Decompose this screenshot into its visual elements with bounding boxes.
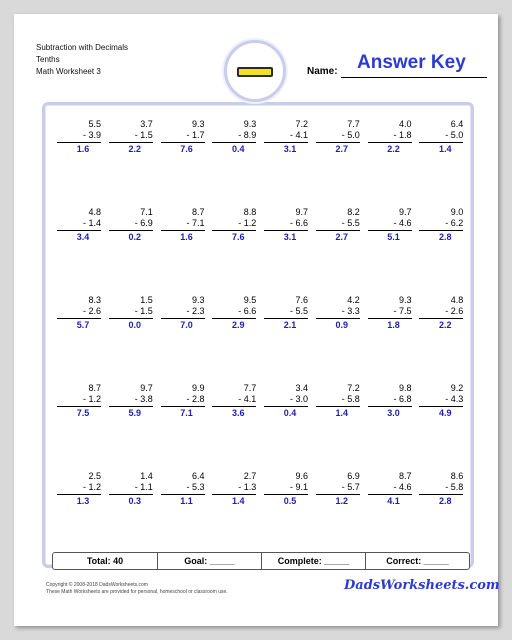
subtrahend: - 6.8 <box>368 394 412 407</box>
subtrahend: - 1.1 <box>109 482 153 495</box>
problem <box>212 295 256 383</box>
score-bar <box>52 552 470 570</box>
minuend: 9.5 <box>243 295 257 305</box>
answer: 2.2 <box>128 144 141 154</box>
subtrahend: - 4.6 <box>368 482 412 495</box>
minuend: 9.7 <box>398 207 412 217</box>
correct-field: Correct: _____ <box>365 553 469 569</box>
answer: 0.0 <box>128 320 141 330</box>
minuend: 2.7 <box>243 471 257 481</box>
minuend: 8.7 <box>88 383 101 393</box>
subtrahend: - 3.0 <box>264 394 308 407</box>
problem <box>109 471 153 559</box>
minuend: 1.5 <box>140 295 153 305</box>
subtrahend: - 6.6 <box>264 218 308 231</box>
minuend: 8.7 <box>191 207 205 217</box>
answer: 3.1 <box>283 144 297 154</box>
worksheet-number: Math Worksheet 3 <box>36 67 101 76</box>
subtrahend: - 1.7 <box>161 130 205 143</box>
problem <box>264 383 308 471</box>
subtrahend: - 1.3 <box>212 482 256 495</box>
minuend: 8.8 <box>243 207 257 217</box>
answer: 7.5 <box>76 408 90 418</box>
minuend: 6.4 <box>450 119 464 129</box>
answer: 7.6 <box>180 144 193 154</box>
subtrahend: - 2.3 <box>161 306 205 319</box>
answer: 2.2 <box>438 320 452 330</box>
problem <box>264 207 308 295</box>
problem <box>161 295 205 383</box>
answer: 0.3 <box>128 496 141 506</box>
subtrahend: - 1.5 <box>109 130 153 143</box>
subtrahend: - 5.8 <box>419 482 463 495</box>
answer: 3.1 <box>283 232 297 242</box>
problems-frame <box>42 102 474 568</box>
worksheet-page <box>14 14 498 626</box>
worksheet-title: Subtraction with Decimals <box>36 43 129 52</box>
subtrahend: - 5.0 <box>419 130 463 143</box>
minuend: 7.1 <box>140 207 153 217</box>
minuend: 6.9 <box>347 471 360 481</box>
subtrahend: - 2.6 <box>419 306 463 319</box>
problem <box>57 383 101 471</box>
ruler-bar-icon <box>237 67 273 77</box>
answer: 0.9 <box>335 320 348 330</box>
subtrahend: - 3.9 <box>57 130 101 143</box>
problem <box>109 119 153 207</box>
subtrahend: - 1.2 <box>212 218 256 231</box>
answer: 4.1 <box>387 496 400 506</box>
answer: 1.8 <box>387 320 400 330</box>
total-count: Total: 40 <box>86 556 124 566</box>
answer: 2.1 <box>283 320 297 330</box>
minuend: 9.6 <box>295 471 308 481</box>
minuend: 9.3 <box>191 119 205 129</box>
answer: 1.4 <box>231 496 245 506</box>
subtrahend: - 7.5 <box>368 306 412 319</box>
problem <box>316 119 360 207</box>
subtrahend: - 5.5 <box>316 218 360 231</box>
usage-line: These Math Worksheets are provided for personal, homeschool or classroom use. <box>46 589 228 595</box>
subtrahend: - 2.6 <box>57 306 101 319</box>
problem <box>57 295 101 383</box>
answer: 1.4 <box>438 144 452 154</box>
problem <box>109 295 153 383</box>
name-label: Name: <box>307 66 338 77</box>
minuend: 1.4 <box>140 471 153 481</box>
problem <box>368 471 412 559</box>
worksheet-header <box>36 42 128 78</box>
problem <box>368 207 412 295</box>
problem <box>161 207 205 295</box>
problem <box>368 295 412 383</box>
answer: 0.2 <box>128 232 141 242</box>
answer: 5.1 <box>387 232 400 242</box>
problem <box>368 383 412 471</box>
minuend: 8.2 <box>347 207 360 217</box>
answer: 1.6 <box>76 144 90 154</box>
subtrahend: - 4.1 <box>264 130 308 143</box>
minuend: 4.8 <box>88 207 101 217</box>
subtrahend: - 5.5 <box>264 306 308 319</box>
problem <box>316 471 360 559</box>
problem <box>419 383 463 471</box>
minuend: 4.2 <box>347 295 360 305</box>
brand-logo: DadsWorksheets.com <box>344 578 500 593</box>
answer: 2.7 <box>335 144 348 154</box>
minuend: 9.7 <box>295 207 308 217</box>
problem <box>264 295 308 383</box>
minuend: 9.3 <box>398 295 412 305</box>
minuend: 9.0 <box>450 207 464 217</box>
answer: 7.6 <box>231 232 245 242</box>
subtrahend: - 3.8 <box>109 394 153 407</box>
answer: 3.4 <box>76 232 90 242</box>
subtrahend: - 7.1 <box>161 218 205 231</box>
minuend: 4.0 <box>398 119 412 129</box>
answer: 1.4 <box>335 408 348 418</box>
complete-field: Complete: _____ <box>261 553 365 569</box>
answer: 1.1 <box>180 496 193 506</box>
answer: 2.8 <box>438 232 452 242</box>
problem <box>264 471 308 559</box>
problem <box>419 119 463 207</box>
goal-field: Goal: _____ <box>157 553 261 569</box>
problem <box>212 207 256 295</box>
answer: 0.4 <box>283 408 297 418</box>
minuend: 7.7 <box>347 119 360 129</box>
problem <box>316 295 360 383</box>
answer: 7.1 <box>180 408 193 418</box>
minuend: 6.4 <box>191 471 205 481</box>
subtrahend: - 5.7 <box>316 482 360 495</box>
minuend: 3.7 <box>140 119 153 129</box>
problem <box>212 471 256 559</box>
logo-badge <box>224 40 286 102</box>
answer: 2.8 <box>438 496 452 506</box>
problem <box>161 471 205 559</box>
subtrahend: - 5.3 <box>161 482 205 495</box>
answer: 1.3 <box>76 496 90 506</box>
problem <box>161 119 205 207</box>
problems-grid <box>53 119 467 559</box>
answer: 0.5 <box>283 496 297 506</box>
minuend: 5.5 <box>88 119 101 129</box>
subtrahend: - 1.2 <box>57 482 101 495</box>
minuend: 9.2 <box>450 383 464 393</box>
answer: 1.2 <box>335 496 348 506</box>
worksheet-subtitle: Tenths <box>36 55 60 64</box>
answer: 5.7 <box>76 320 90 330</box>
problem <box>368 119 412 207</box>
problem <box>419 295 463 383</box>
minuend: 9.3 <box>191 295 205 305</box>
problem <box>316 207 360 295</box>
subtrahend: - 5.0 <box>316 130 360 143</box>
problem <box>161 383 205 471</box>
subtrahend: - 6.2 <box>419 218 463 231</box>
answer: 1.6 <box>180 232 193 242</box>
answer: 3.0 <box>387 408 400 418</box>
subtrahend: - 4.1 <box>212 394 256 407</box>
problem <box>212 383 256 471</box>
subtrahend: - 4.6 <box>368 218 412 231</box>
subtrahend: - 1.4 <box>57 218 101 231</box>
subtrahend: - 4.3 <box>419 394 463 407</box>
problem <box>419 471 463 559</box>
problem <box>316 383 360 471</box>
minuend: 8.6 <box>450 471 464 481</box>
minuend: 7.7 <box>243 383 257 393</box>
problem <box>57 471 101 559</box>
answer: 2.9 <box>231 320 245 330</box>
subtrahend: - 8.9 <box>212 130 256 143</box>
minuend: 7.6 <box>295 295 308 305</box>
subtrahend: - 6.9 <box>109 218 153 231</box>
answer: 4.9 <box>438 408 452 418</box>
problem <box>264 119 308 207</box>
name-field <box>307 52 487 80</box>
answer: 3.6 <box>231 408 245 418</box>
subtrahend: - 3.3 <box>316 306 360 319</box>
problem <box>212 119 256 207</box>
minuend: 9.3 <box>243 119 257 129</box>
problem <box>109 383 153 471</box>
minuend: 8.3 <box>88 295 101 305</box>
subtrahend: - 9.1 <box>264 482 308 495</box>
minuend: 9.9 <box>191 383 205 393</box>
problem <box>419 207 463 295</box>
subtrahend: - 1.2 <box>57 394 101 407</box>
minuend: 2.5 <box>88 471 101 481</box>
subtrahend: - 5.8 <box>316 394 360 407</box>
minuend: 9.7 <box>140 383 153 393</box>
answer: 7.0 <box>180 320 193 330</box>
answer: 0.4 <box>231 144 245 154</box>
subtrahend: - 1.5 <box>109 306 153 319</box>
problem <box>109 207 153 295</box>
minuend: 9.8 <box>398 383 412 393</box>
problem <box>57 207 101 295</box>
minuend: 7.2 <box>347 383 360 393</box>
answer: 5.9 <box>128 408 141 418</box>
subtrahend: - 1.8 <box>368 130 412 143</box>
answer-key-title: Answer Key <box>357 52 466 73</box>
name-line <box>341 77 487 78</box>
minuend: 3.4 <box>295 383 308 393</box>
copyright-line: Copyright © 2008-2018 DadsWorksheets.com <box>46 582 148 588</box>
minuend: 8.7 <box>398 471 412 481</box>
copyright-notice <box>46 582 228 596</box>
minuend: 4.8 <box>450 295 464 305</box>
answer: 2.7 <box>335 232 348 242</box>
subtrahend: - 2.8 <box>161 394 205 407</box>
problem <box>57 119 101 207</box>
subtrahend: - 6.6 <box>212 306 256 319</box>
minuend: 7.2 <box>295 119 308 129</box>
answer: 2.2 <box>387 144 400 154</box>
